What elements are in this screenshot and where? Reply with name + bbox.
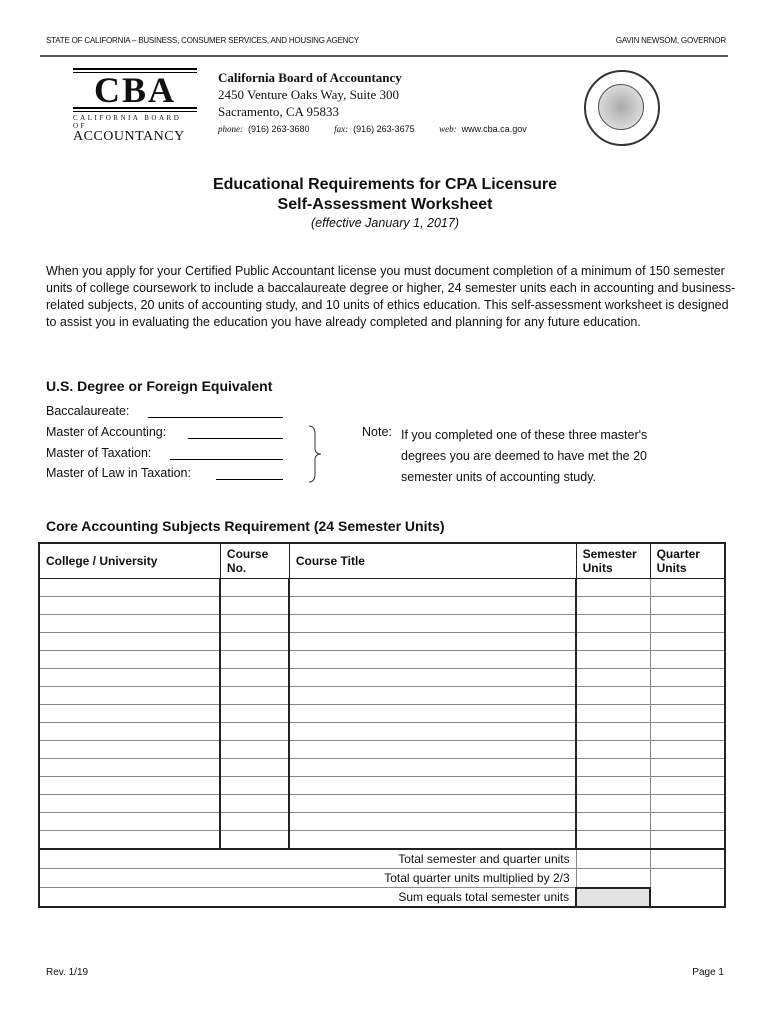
- table-row: [39, 633, 725, 651]
- college-cell[interactable]: [39, 651, 220, 669]
- course-title-cell[interactable]: [289, 633, 576, 651]
- course-no-cell[interactable]: [220, 633, 289, 651]
- table-row: [39, 831, 725, 850]
- column-header: College / University: [39, 543, 220, 579]
- column-header: Course Title: [289, 543, 576, 579]
- course-no-cell[interactable]: [220, 813, 289, 831]
- semester-units-cell[interactable]: [576, 633, 650, 651]
- college-cell[interactable]: [39, 831, 220, 850]
- course-title-cell[interactable]: [289, 813, 576, 831]
- degree-label: Master of Taxation:: [46, 446, 152, 460]
- table-row: [39, 579, 725, 597]
- quarter-units-cell[interactable]: [650, 777, 725, 795]
- total-label: Sum equals total semester units: [39, 888, 576, 908]
- college-cell[interactable]: [39, 579, 220, 597]
- semester-units-cell[interactable]: [576, 723, 650, 741]
- column-header: Quarter Units: [650, 543, 725, 579]
- college-cell[interactable]: [39, 615, 220, 633]
- table-row: [39, 687, 725, 705]
- course-title-cell[interactable]: [289, 705, 576, 723]
- note-text: If you completed one of these three master's degrees you are deemed to have met the 20 semester units of accounting study.: [401, 428, 648, 484]
- address-line: 2450 Venture Oaks Way, Suite 300: [218, 87, 400, 102]
- college-cell[interactable]: [39, 633, 220, 651]
- semester-units-cell[interactable]: [576, 777, 650, 795]
- college-cell[interactable]: [39, 813, 220, 831]
- table-row: [39, 597, 725, 615]
- master-accounting-field[interactable]: [188, 438, 283, 439]
- course-title-cell[interactable]: [289, 741, 576, 759]
- sum-semester-cell[interactable]: [576, 888, 650, 908]
- brace-icon: [305, 424, 325, 484]
- table-row: [39, 777, 725, 795]
- table-row: [39, 723, 725, 741]
- course-title-cell[interactable]: [289, 687, 576, 705]
- org-name: California Board of Accountancy: [218, 70, 402, 85]
- semester-units-cell[interactable]: [576, 615, 650, 633]
- course-no-cell[interactable]: [220, 579, 289, 597]
- semester-units-cell[interactable]: [576, 813, 650, 831]
- quarter-units-cell[interactable]: [650, 813, 725, 831]
- semester-units-cell[interactable]: [576, 669, 650, 687]
- intro-paragraph: When you apply for your Certified Public Accountant license you must document completion of a minimum of 150 semester units of college coursework to include a baccalaureate degree or higher, 24 semester units each in accounting and business-related subjects, 20 units of accounting study, and 10 units of ethics education. This self-assessment worksheet is designed to assist you in evaluating the education you have already completed and planning for any future education.: [46, 264, 736, 329]
- quarter-units-cell[interactable]: [650, 633, 725, 651]
- quarter-units-cell[interactable]: [650, 795, 725, 813]
- quarter-units-cell[interactable]: [650, 669, 725, 687]
- total-label: Total semester and quarter units: [39, 849, 576, 869]
- baccalaureate-field[interactable]: [148, 417, 283, 418]
- semester-units-cell[interactable]: [576, 597, 650, 615]
- college-cell[interactable]: [39, 777, 220, 795]
- course-no-cell[interactable]: [220, 723, 289, 741]
- quarter-units-cell[interactable]: [650, 831, 725, 850]
- course-no-cell[interactable]: [220, 759, 289, 777]
- revision: Rev. 1/19: [46, 967, 89, 978]
- address-line: Sacramento, CA 95833: [218, 104, 339, 119]
- subtitle: Self-Assessment Worksheet: [277, 196, 493, 213]
- course-no-cell[interactable]: [220, 705, 289, 723]
- course-title-cell[interactable]: [289, 579, 576, 597]
- org-address: [218, 69, 402, 120]
- table-row: [39, 813, 725, 831]
- agency-header: STATE OF CALIFORNIA – BUSINESS, CONSUMER SERVICES, AND HOUSING AGENCY: [46, 36, 359, 45]
- semester-units-cell[interactable]: [576, 579, 650, 597]
- quarter-units-cell[interactable]: [650, 579, 725, 597]
- course-title-cell[interactable]: [289, 651, 576, 669]
- table-row: [39, 741, 725, 759]
- column-header: Semester Units: [576, 543, 650, 579]
- course-no-cell[interactable]: [220, 651, 289, 669]
- course-no-cell[interactable]: [220, 615, 289, 633]
- header-rule: [40, 55, 728, 57]
- semester-units-cell[interactable]: [576, 795, 650, 813]
- semester-units-cell[interactable]: [576, 831, 650, 850]
- degree-label: Master of Accounting:: [46, 425, 167, 439]
- quarter-units-cell[interactable]: [650, 741, 725, 759]
- college-cell[interactable]: [39, 795, 220, 813]
- course-title-cell[interactable]: [289, 795, 576, 813]
- college-cell[interactable]: [39, 687, 220, 705]
- quarter-units-cell[interactable]: [650, 615, 725, 633]
- course-title-cell[interactable]: [289, 759, 576, 777]
- course-no-cell[interactable]: [220, 741, 289, 759]
- semester-units-cell[interactable]: [576, 759, 650, 777]
- table-row: [39, 651, 725, 669]
- quarter-units-cell[interactable]: [650, 651, 725, 669]
- table-row: [39, 759, 725, 777]
- college-cell[interactable]: [39, 597, 220, 615]
- total-quarter-cell[interactable]: [650, 849, 725, 869]
- semester-units-cell[interactable]: [576, 705, 650, 723]
- page-number: Page 1: [692, 967, 724, 978]
- college-cell[interactable]: [39, 669, 220, 687]
- college-cell[interactable]: [39, 759, 220, 777]
- course-title-cell[interactable]: [289, 723, 576, 741]
- college-cell[interactable]: [39, 741, 220, 759]
- core-accounting-table: [38, 542, 726, 908]
- course-no-cell[interactable]: [220, 687, 289, 705]
- quarter-units-cell[interactable]: [650, 759, 725, 777]
- table-row: [39, 669, 725, 687]
- degree-label: Baccalaureate:: [46, 404, 130, 418]
- semester-units-cell[interactable]: [576, 651, 650, 669]
- course-no-cell[interactable]: [220, 669, 289, 687]
- note-label: Note:: [362, 425, 392, 439]
- state-seal: [584, 70, 660, 146]
- master-law-taxation-field[interactable]: [216, 479, 283, 480]
- course-title-cell[interactable]: [289, 669, 576, 687]
- column-header: Course No.: [220, 543, 289, 579]
- course-title-cell[interactable]: [289, 597, 576, 615]
- core-heading: Core Accounting Subjects Requirement (24 Semester Units): [46, 518, 445, 534]
- course-no-cell[interactable]: [220, 831, 289, 850]
- degree-heading: U.S. Degree or Foreign Equivalent: [46, 378, 273, 394]
- master-taxation-field[interactable]: [170, 459, 283, 460]
- contact-line: phone: (916) 263-3680 fax: (916) 263-3675 web: www.cba.ca.gov: [218, 124, 527, 134]
- effective-date: (effective January 1, 2017): [311, 216, 459, 230]
- college-cell[interactable]: [39, 723, 220, 741]
- course-title-cell[interactable]: [289, 615, 576, 633]
- degree-label: Master of Law in Taxation:: [46, 466, 191, 480]
- table-row: [39, 795, 725, 813]
- quarter-converted-cell[interactable]: [576, 869, 650, 888]
- blank-cell: [650, 869, 725, 908]
- course-no-cell[interactable]: [220, 777, 289, 795]
- course-title-cell[interactable]: [289, 831, 576, 850]
- semester-units-cell[interactable]: [576, 687, 650, 705]
- course-title-cell[interactable]: [289, 777, 576, 795]
- quarter-units-cell[interactable]: [650, 705, 725, 723]
- course-no-cell[interactable]: [220, 795, 289, 813]
- title: Educational Requirements for CPA Licensure: [212, 176, 558, 193]
- total-semester-cell[interactable]: [576, 849, 650, 869]
- quarter-units-cell[interactable]: [650, 687, 725, 705]
- quarter-units-cell[interactable]: [650, 597, 725, 615]
- website-link[interactable]: www.cba.ca.gov: [461, 124, 527, 134]
- college-cell[interactable]: [39, 705, 220, 723]
- total-label: Total quarter units multiplied by 2/3: [39, 869, 576, 888]
- table-row: [39, 615, 725, 633]
- cba-logo: CBA CALIFORNIA BOARD OF ACCOUNTANCY: [73, 68, 197, 144]
- quarter-units-cell[interactable]: [650, 723, 725, 741]
- semester-units-cell[interactable]: [576, 741, 650, 759]
- governor-header: GAVIN NEWSOM, GOVERNOR: [615, 36, 726, 45]
- table-row: [39, 705, 725, 723]
- course-no-cell[interactable]: [220, 597, 289, 615]
